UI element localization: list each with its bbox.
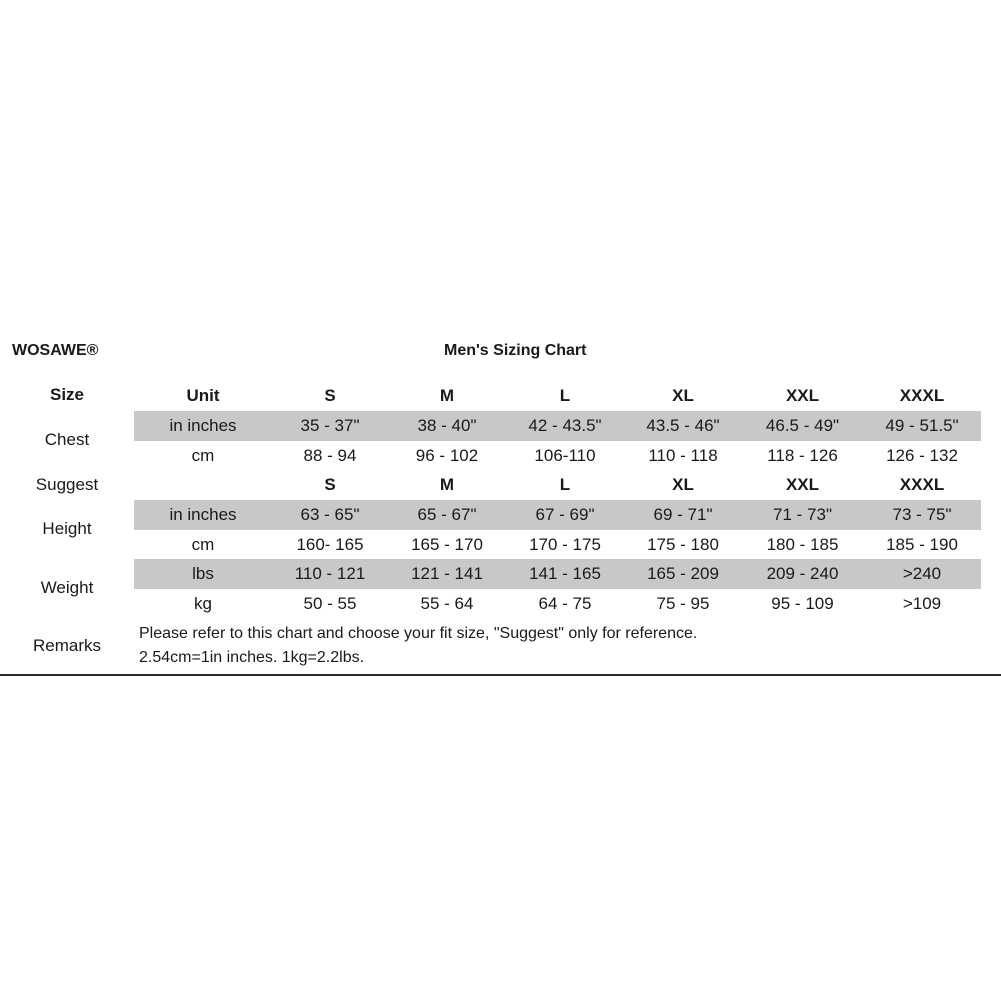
table-cell: L	[559, 475, 571, 494]
table-cell: 67 - 69"	[535, 505, 595, 524]
table-cell: 121 - 141	[411, 564, 483, 583]
table-cell: kg	[194, 594, 212, 613]
table-cell: 106-110	[534, 446, 596, 465]
header-cell: Unit	[186, 386, 220, 405]
suggest-size-row	[134, 470, 981, 500]
table-cell: 49 - 51.5"	[885, 416, 959, 435]
table-cell: 75 - 95	[656, 594, 710, 613]
remarks-text-line-1: Please refer to this chart and choose your fit size, "Suggest" only for reference.	[139, 625, 698, 642]
brand-name: WOSAWE®	[12, 342, 99, 359]
table-cell: 185 - 190	[886, 535, 958, 554]
table-cell: 180 - 185	[766, 535, 839, 554]
table-cell: >240	[902, 564, 942, 583]
table-cell: 64 - 75	[538, 594, 592, 613]
table-cell: 43.5 - 46"	[646, 416, 720, 435]
height-cm-row	[134, 530, 981, 560]
table-cell: 160- 165	[296, 535, 364, 554]
suggest-label: Suggest	[35, 475, 99, 494]
header-cell: M	[439, 386, 455, 405]
size-header-row	[134, 381, 981, 411]
remarks-label: Remarks	[32, 636, 101, 655]
table-cell: XXXL	[899, 475, 945, 494]
table-cell: 126 - 132	[886, 446, 958, 465]
header-cell: L	[559, 386, 571, 405]
table-cell: 110 - 121	[294, 564, 366, 583]
table-cell	[134, 470, 272, 500]
table-cell: S	[324, 475, 336, 494]
header-cell: XL	[672, 386, 694, 405]
header-cell: S	[324, 386, 336, 405]
table-cell: 165 - 209	[647, 564, 719, 583]
chest-cm-row	[134, 441, 981, 471]
table-cell: 170 - 175	[529, 535, 601, 554]
table-cell: 88 - 94	[303, 446, 357, 465]
header-cell: XXL	[785, 386, 820, 405]
table-cell: 69 - 71"	[653, 505, 713, 524]
table-cell: 55 - 64	[420, 594, 474, 613]
table-cell: 63 - 65"	[300, 505, 360, 524]
chart-title: Men's Sizing Chart	[444, 342, 587, 359]
weight-kg-row	[134, 589, 981, 619]
table-cell: 42 - 43.5"	[528, 416, 602, 435]
table-cell: M	[439, 475, 455, 494]
table-cell: cm	[191, 535, 215, 554]
table-cell: 175 - 180	[647, 535, 719, 554]
header-cell: XXXL	[899, 386, 945, 405]
table-cell: 110 - 118	[648, 446, 718, 465]
table-cell: XXL	[785, 475, 820, 494]
remarks-text-line-2: 2.54cm=1in inches. 1kg=2.2lbs.	[139, 649, 365, 666]
chest-inches-row	[134, 411, 981, 441]
table-cell: 118 - 126	[767, 446, 838, 465]
chest-label: Chest	[44, 430, 90, 449]
table-cell: 38 - 40"	[417, 416, 477, 435]
table-cell: 35 - 37"	[300, 416, 360, 435]
table-cell: in inches	[169, 505, 237, 524]
table-cell: 71 - 73"	[773, 505, 832, 524]
table-cell: >109	[902, 594, 942, 613]
height-label: Height	[42, 519, 92, 538]
table-cell: 209 - 240	[766, 564, 839, 583]
table-cell: lbs	[192, 564, 214, 583]
weight-lbs-row	[134, 559, 981, 589]
table-cell: 96 - 102	[415, 446, 479, 465]
table-cell: 65 - 67"	[417, 505, 477, 524]
table-cell: 50 - 55	[303, 594, 357, 613]
divider-line	[0, 674, 1001, 676]
height-inches-row	[134, 500, 981, 530]
table-cell: 73 - 75"	[892, 505, 952, 524]
table-cell: cm	[191, 446, 215, 465]
table-cell: XL	[672, 475, 694, 494]
table-cell: 141 - 165	[529, 564, 601, 583]
table-cell: 95 - 109	[771, 594, 834, 613]
table-cell: in inches	[169, 416, 237, 435]
weight-label: Weight	[40, 578, 94, 597]
table-cell: 165 - 170	[411, 535, 483, 554]
size-label: Size	[49, 385, 85, 404]
table-cell: 46.5 - 49"	[765, 416, 840, 435]
